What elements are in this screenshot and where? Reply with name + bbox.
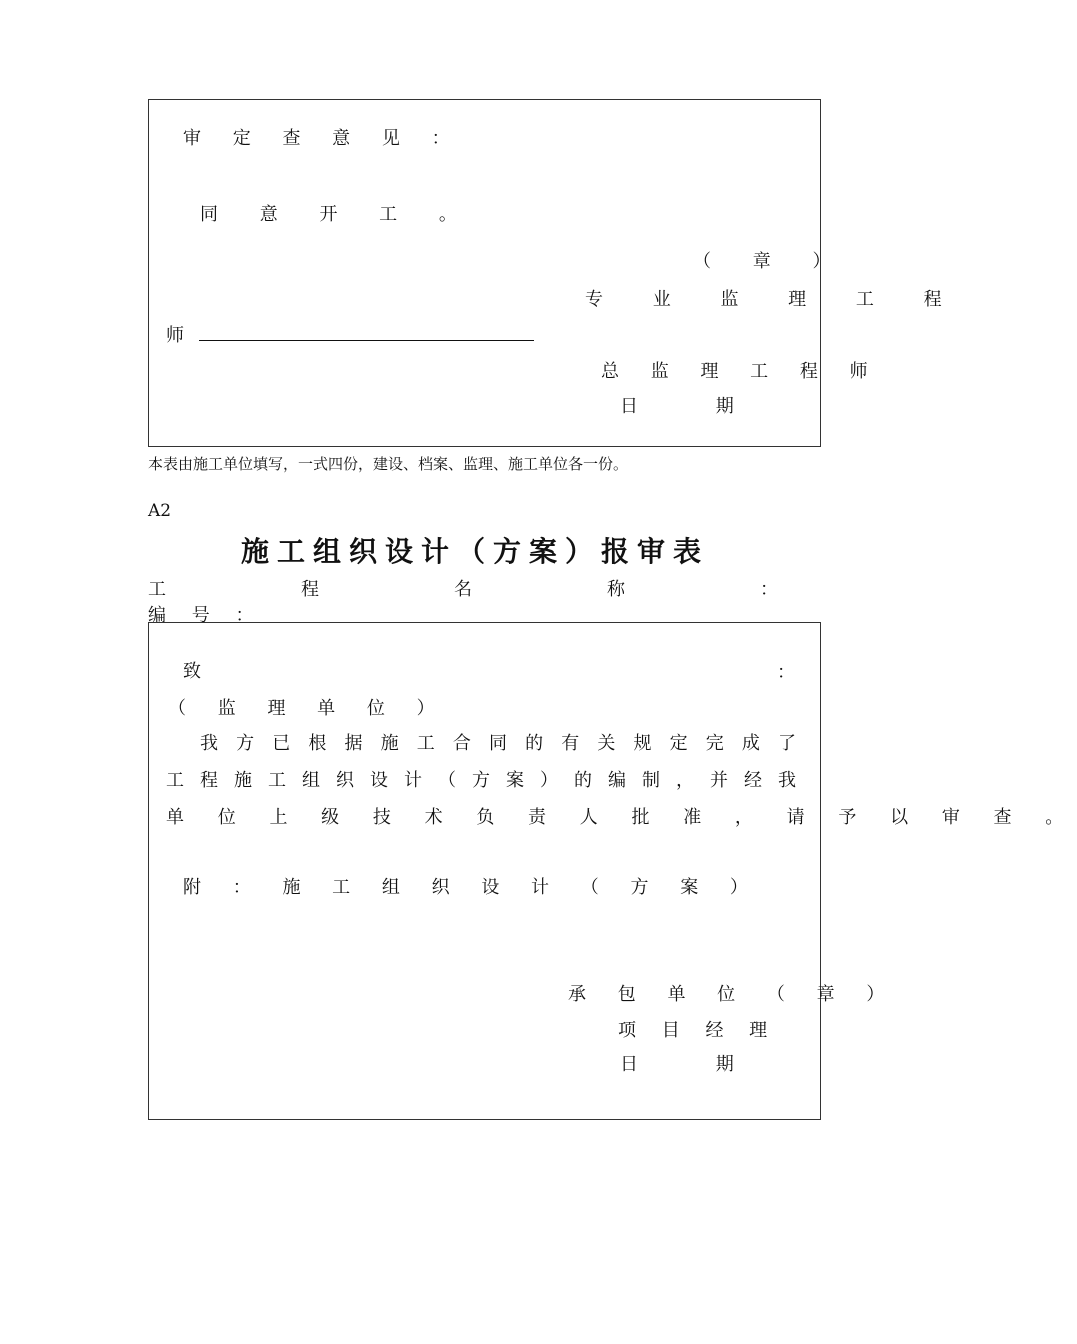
- project-name-colon: ：: [760, 579, 778, 600]
- contractor-label: 承 包 单 位 （ 章 ）: [568, 984, 898, 1005]
- body-char: 制: [642, 770, 660, 791]
- body-char: 工: [166, 770, 184, 791]
- date-label-2: 日 期: [620, 1054, 734, 1075]
- signature-line: [199, 340, 534, 341]
- body-char: 我: [778, 770, 796, 791]
- body-char: ，: [676, 770, 694, 791]
- body-char: 经: [744, 770, 762, 791]
- date-label: 日 期: [620, 396, 734, 417]
- body-char: ）: [540, 770, 558, 791]
- body-char: 施: [234, 770, 252, 791]
- opinion-text: 同 意 开 工 。: [200, 204, 475, 225]
- body-char: （: [438, 770, 456, 791]
- body-char: 计: [404, 770, 422, 791]
- project-name-char: 程: [301, 579, 319, 600]
- body-char: 方: [472, 770, 490, 791]
- specialty-engineer-label-cont: 师: [166, 325, 184, 346]
- attachment-label: 附 ： 施 工 组 织 设 计 （ 方 案 ）: [183, 877, 761, 898]
- specialty-engineer-label: 专 业 监 理 工 程: [585, 289, 964, 310]
- project-name-char: 称: [607, 579, 625, 600]
- body-line-3: 单 位 上 级 技 术 负 责 人 批 准 ， 请 予 以 审 查 。: [166, 807, 1077, 828]
- footnote: 本表由施工单位填写，一式四份，建设、档案、监理、施工单位各一份。: [148, 455, 629, 473]
- body-char: 的: [525, 733, 544, 754]
- body-char: 关: [597, 733, 616, 754]
- body-char: 已: [272, 733, 291, 754]
- body-char: 施: [380, 733, 399, 754]
- body-line-1: [200, 729, 796, 755]
- body-char: 并: [710, 770, 728, 791]
- body-char: 组: [302, 770, 320, 791]
- body-char: 定: [669, 733, 688, 754]
- body-char: 程: [200, 770, 218, 791]
- serial-number-label: 编 号 ：: [148, 605, 264, 626]
- body-char: 同: [489, 733, 507, 754]
- body-char: 完: [705, 733, 724, 754]
- body-char: 工: [416, 733, 435, 754]
- to-colon: ：: [777, 662, 795, 683]
- body-char: 设: [370, 770, 388, 791]
- project-name-char: 名: [454, 579, 472, 600]
- body-line-2: [166, 766, 796, 792]
- to-label: 致: [183, 661, 201, 682]
- body-char: 案: [506, 770, 524, 791]
- project-manager-label: 项 目 经 理: [618, 1020, 778, 1041]
- project-name-row: [148, 575, 778, 601]
- body-char: 方: [236, 733, 255, 754]
- chief-engineer-label: 总 监 理 工 程 师: [601, 361, 881, 382]
- body-char: 工: [268, 770, 286, 791]
- project-name-char: 工: [148, 579, 166, 600]
- form-code: A2: [148, 501, 172, 521]
- seal-label: （ 章 ）: [693, 251, 849, 272]
- body-char: 成: [741, 733, 760, 754]
- body-char: 规: [633, 733, 652, 754]
- supervisor-unit: （ 监 理 单 位 ）: [168, 698, 448, 719]
- body-char: 织: [336, 770, 354, 791]
- body-char: 的: [574, 770, 592, 791]
- body-char: 了: [778, 733, 796, 754]
- body-char: 有: [561, 733, 580, 754]
- review-opinion-label: 审 定 查 意 见 ：: [183, 128, 463, 149]
- form-title: 施工组织设计（方案）报审表: [240, 535, 709, 568]
- body-char: 据: [344, 733, 363, 754]
- body-char: 编: [608, 770, 626, 791]
- body-char: 我: [200, 733, 218, 754]
- body-char: 根: [308, 733, 327, 754]
- body-char: 合: [452, 733, 471, 754]
